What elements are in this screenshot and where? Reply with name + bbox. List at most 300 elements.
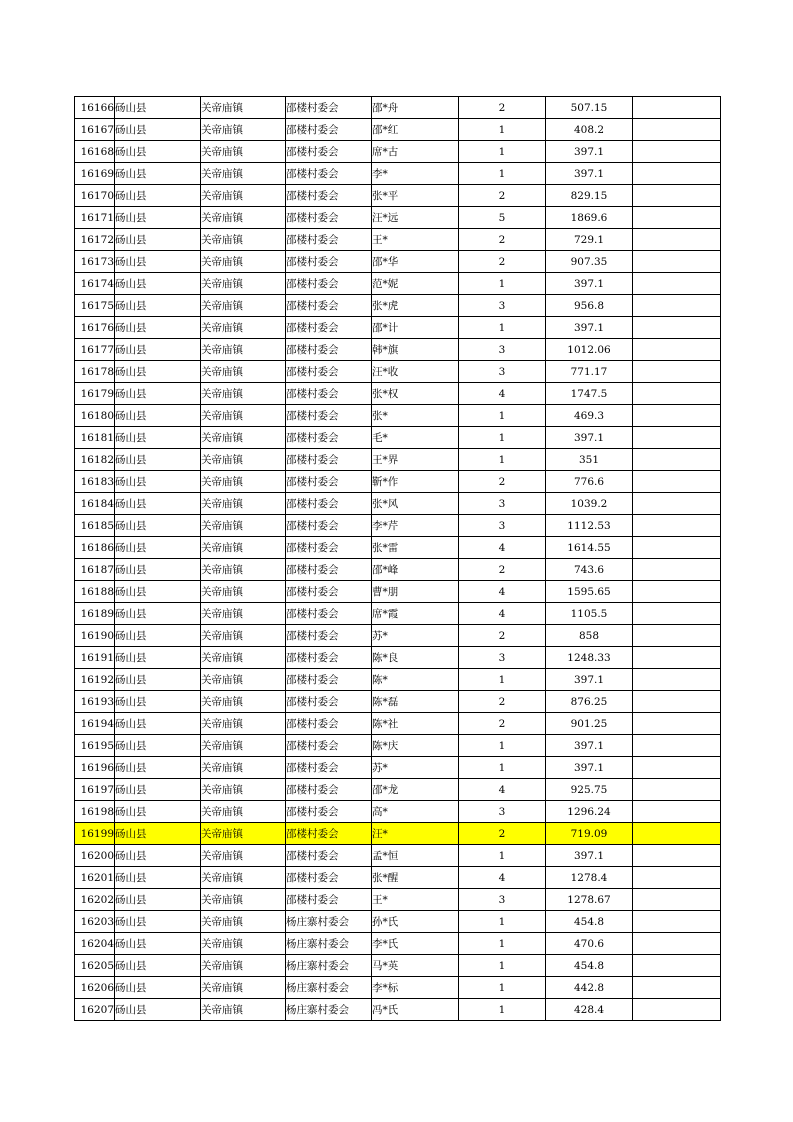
county-cell: 砀山县 [115,383,201,405]
town-cell: 关帝庙镇 [201,317,286,339]
town-cell: 关帝庙镇 [201,141,286,163]
amount-cell: 351 [546,449,633,471]
town-cell: 关帝庙镇 [201,779,286,801]
note-cell [633,955,721,977]
county-cell: 砀山县 [115,537,201,559]
amount-cell: 776.6 [546,471,633,493]
count-cell: 1 [459,735,546,757]
county-cell: 砀山县 [115,207,201,229]
county-cell: 砀山县 [115,933,201,955]
amount-cell: 454.8 [546,911,633,933]
town-cell: 关帝庙镇 [201,273,286,295]
table-row [75,867,721,889]
row-id-cell: 16173 [75,251,115,273]
table-row [75,845,721,867]
note-cell [633,427,721,449]
table-row [75,427,721,449]
row-id-cell: 16203 [75,911,115,933]
table-row [75,207,721,229]
table-row [75,317,721,339]
village-cell: 邵楼村委会 [286,889,372,911]
village-cell: 邵楼村委会 [286,185,372,207]
note-cell [633,933,721,955]
county-cell: 砀山县 [115,713,201,735]
name-cell: 邵*红 [372,119,459,141]
row-id-cell: 16179 [75,383,115,405]
amount-cell: 507.15 [546,97,633,119]
county-cell: 砀山县 [115,911,201,933]
county-cell: 砀山县 [115,779,201,801]
county-cell: 砀山县 [115,581,201,603]
county-cell: 砀山县 [115,273,201,295]
town-cell: 关帝庙镇 [201,361,286,383]
village-cell: 邵楼村委会 [286,383,372,405]
county-cell: 砀山县 [115,691,201,713]
town-cell: 关帝庙镇 [201,185,286,207]
table-row [75,757,721,779]
table-row [75,185,721,207]
amount-cell: 829.15 [546,185,633,207]
count-cell: 2 [459,691,546,713]
row-id-cell: 16201 [75,867,115,889]
town-cell: 关帝庙镇 [201,229,286,251]
note-cell [633,493,721,515]
note-cell [633,779,721,801]
table-row [75,779,721,801]
name-cell: 张*虎 [372,295,459,317]
row-id-cell: 16191 [75,647,115,669]
table-row [75,163,721,185]
county-cell: 砀山县 [115,361,201,383]
count-cell: 3 [459,493,546,515]
name-cell: 韩*旗 [372,339,459,361]
town-cell: 关帝庙镇 [201,471,286,493]
amount-cell: 729.1 [546,229,633,251]
village-cell: 杨庄寨村委会 [286,999,372,1021]
name-cell: 陈*庆 [372,735,459,757]
amount-cell: 907.35 [546,251,633,273]
note-cell [633,97,721,119]
count-cell: 4 [459,867,546,889]
name-cell: 马*英 [372,955,459,977]
note-cell [633,361,721,383]
row-id-cell: 16199 [75,823,115,845]
village-cell: 邵楼村委会 [286,229,372,251]
row-id-cell: 16193 [75,691,115,713]
name-cell: 陈*磊 [372,691,459,713]
row-id-cell: 16174 [75,273,115,295]
row-id-cell: 16196 [75,757,115,779]
town-cell: 关帝庙镇 [201,757,286,779]
town-cell: 关帝庙镇 [201,647,286,669]
name-cell: 张*风 [372,493,459,515]
count-cell: 1 [459,449,546,471]
row-id-cell: 16190 [75,625,115,647]
row-id-cell: 16194 [75,713,115,735]
county-cell: 砀山县 [115,493,201,515]
note-cell [633,889,721,911]
table-row [75,229,721,251]
name-cell: 汪*收 [372,361,459,383]
village-cell: 杨庄寨村委会 [286,977,372,999]
village-cell: 邵楼村委会 [286,669,372,691]
amount-cell: 442.8 [546,977,633,999]
name-cell: 苏* [372,625,459,647]
town-cell: 关帝庙镇 [201,603,286,625]
village-cell: 邵楼村委会 [286,405,372,427]
count-cell: 3 [459,515,546,537]
count-cell: 4 [459,383,546,405]
village-cell: 邵楼村委会 [286,295,372,317]
count-cell: 2 [459,625,546,647]
name-cell: 陈*社 [372,713,459,735]
row-id-cell: 16186 [75,537,115,559]
name-cell: 陈*良 [372,647,459,669]
count-cell: 5 [459,207,546,229]
town-cell: 关帝庙镇 [201,713,286,735]
amount-cell: 1614.55 [546,537,633,559]
table-row [75,823,721,845]
table-row [75,405,721,427]
table-row [75,603,721,625]
county-cell: 砀山县 [115,823,201,845]
county-cell: 砀山县 [115,317,201,339]
village-cell: 邵楼村委会 [286,427,372,449]
county-cell: 砀山县 [115,603,201,625]
count-cell: 1 [459,317,546,339]
county-cell: 砀山县 [115,295,201,317]
note-cell [633,163,721,185]
village-cell: 邵楼村委会 [286,559,372,581]
town-cell: 关帝庙镇 [201,889,286,911]
table-row [75,515,721,537]
row-id-cell: 16197 [75,779,115,801]
name-cell: 邵*峰 [372,559,459,581]
name-cell: 王* [372,889,459,911]
table-row [75,493,721,515]
note-cell [633,647,721,669]
amount-cell: 397.1 [546,669,633,691]
count-cell: 1 [459,933,546,955]
town-cell: 关帝庙镇 [201,119,286,141]
name-cell: 王* [372,229,459,251]
name-cell: 汪* [372,823,459,845]
note-cell [633,273,721,295]
town-cell: 关帝庙镇 [201,911,286,933]
amount-cell: 408.2 [546,119,633,141]
county-cell: 砀山县 [115,405,201,427]
county-cell: 砀山县 [115,471,201,493]
name-cell: 张*醒 [372,867,459,889]
note-cell [633,691,721,713]
name-cell: 李* [372,163,459,185]
amount-cell: 771.17 [546,361,633,383]
table-row [75,713,721,735]
village-cell: 邵楼村委会 [286,735,372,757]
note-cell [633,141,721,163]
note-cell [633,735,721,757]
village-cell: 邵楼村委会 [286,163,372,185]
name-cell: 邵*舟 [372,97,459,119]
county-cell: 砀山县 [115,735,201,757]
amount-cell: 901.25 [546,713,633,735]
amount-cell: 397.1 [546,845,633,867]
village-cell: 邵楼村委会 [286,361,372,383]
county-cell: 砀山县 [115,999,201,1021]
village-cell: 邵楼村委会 [286,845,372,867]
amount-cell: 397.1 [546,317,633,339]
town-cell: 关帝庙镇 [201,163,286,185]
amount-cell: 1248.33 [546,647,633,669]
amount-cell: 1296.24 [546,801,633,823]
amount-cell: 397.1 [546,735,633,757]
county-cell: 砀山县 [115,625,201,647]
county-cell: 砀山县 [115,251,201,273]
name-cell: 李*氏 [372,933,459,955]
village-cell: 邵楼村委会 [286,339,372,361]
count-cell: 1 [459,669,546,691]
row-id-cell: 16207 [75,999,115,1021]
county-cell: 砀山县 [115,185,201,207]
note-cell [633,185,721,207]
note-cell [633,405,721,427]
village-cell: 邵楼村委会 [286,779,372,801]
village-cell: 邵楼村委会 [286,251,372,273]
count-cell: 3 [459,361,546,383]
note-cell [633,757,721,779]
village-cell: 邵楼村委会 [286,449,372,471]
table-row [75,955,721,977]
town-cell: 关帝庙镇 [201,405,286,427]
table-row [75,889,721,911]
table-row [75,449,721,471]
town-cell: 关帝庙镇 [201,427,286,449]
name-cell: 陈* [372,669,459,691]
town-cell: 关帝庙镇 [201,515,286,537]
count-cell: 1 [459,119,546,141]
village-cell: 邵楼村委会 [286,801,372,823]
town-cell: 关帝庙镇 [201,339,286,361]
note-cell [633,295,721,317]
count-cell: 1 [459,141,546,163]
town-cell: 关帝庙镇 [201,955,286,977]
note-cell [633,625,721,647]
amount-cell: 925.75 [546,779,633,801]
name-cell: 孙*氏 [372,911,459,933]
amount-cell: 1278.67 [546,889,633,911]
county-cell: 砀山县 [115,647,201,669]
amount-cell: 743.6 [546,559,633,581]
row-id-cell: 16188 [75,581,115,603]
town-cell: 关帝庙镇 [201,295,286,317]
note-cell [633,977,721,999]
name-cell: 苏* [372,757,459,779]
county-cell: 砀山县 [115,845,201,867]
count-cell: 4 [459,537,546,559]
row-id-cell: 16206 [75,977,115,999]
note-cell [633,251,721,273]
village-cell: 邵楼村委会 [286,515,372,537]
count-cell: 2 [459,229,546,251]
note-cell [633,383,721,405]
town-cell: 关帝庙镇 [201,867,286,889]
amount-cell: 1112.53 [546,515,633,537]
village-cell: 邵楼村委会 [286,317,372,339]
county-cell: 砀山县 [115,559,201,581]
row-id-cell: 16169 [75,163,115,185]
row-id-cell: 16175 [75,295,115,317]
note-cell [633,207,721,229]
town-cell: 关帝庙镇 [201,493,286,515]
count-cell: 1 [459,405,546,427]
village-cell: 杨庄寨村委会 [286,955,372,977]
note-cell [633,471,721,493]
amount-cell: 876.25 [546,691,633,713]
table-row [75,383,721,405]
amount-cell: 397.1 [546,163,633,185]
count-cell: 2 [459,471,546,493]
table-row [75,361,721,383]
table-row [75,273,721,295]
table-row [75,911,721,933]
village-cell: 邵楼村委会 [286,537,372,559]
note-cell [633,449,721,471]
count-cell: 2 [459,713,546,735]
note-cell [633,823,721,845]
row-id-cell: 16202 [75,889,115,911]
amount-cell: 1012.06 [546,339,633,361]
count-cell: 2 [459,185,546,207]
amount-cell: 1039.2 [546,493,633,515]
note-cell [633,867,721,889]
village-cell: 邵楼村委会 [286,823,372,845]
table-row [75,559,721,581]
note-cell [633,669,721,691]
count-cell: 1 [459,845,546,867]
county-cell: 砀山县 [115,867,201,889]
name-cell: 王*界 [372,449,459,471]
town-cell: 关帝庙镇 [201,845,286,867]
town-cell: 关帝庙镇 [201,999,286,1021]
note-cell [633,845,721,867]
row-id-cell: 16182 [75,449,115,471]
count-cell: 4 [459,603,546,625]
amount-cell: 469.3 [546,405,633,427]
table-row [75,691,721,713]
county-cell: 砀山县 [115,977,201,999]
count-cell: 2 [459,823,546,845]
amount-cell: 1869.6 [546,207,633,229]
name-cell: 张*平 [372,185,459,207]
county-cell: 砀山县 [115,669,201,691]
note-cell [633,515,721,537]
name-cell: 冯*氏 [372,999,459,1021]
amount-cell: 397.1 [546,141,633,163]
town-cell: 关帝庙镇 [201,691,286,713]
count-cell: 4 [459,581,546,603]
table-row [75,537,721,559]
count-cell: 3 [459,801,546,823]
count-cell: 1 [459,427,546,449]
name-cell: 李*芹 [372,515,459,537]
table-row [75,251,721,273]
note-cell [633,713,721,735]
row-id-cell: 16187 [75,559,115,581]
note-cell [633,229,721,251]
village-cell: 邵楼村委会 [286,647,372,669]
amount-cell: 956.8 [546,295,633,317]
count-cell: 3 [459,889,546,911]
row-id-cell: 16168 [75,141,115,163]
count-cell: 1 [459,273,546,295]
table-row [75,295,721,317]
amount-cell: 719.09 [546,823,633,845]
table-row [75,735,721,757]
table-row [75,581,721,603]
row-id-cell: 16180 [75,405,115,427]
village-cell: 杨庄寨村委会 [286,911,372,933]
county-cell: 砀山县 [115,801,201,823]
name-cell: 李*标 [372,977,459,999]
name-cell: 范*妮 [372,273,459,295]
town-cell: 关帝庙镇 [201,735,286,757]
row-id-cell: 16200 [75,845,115,867]
row-id-cell: 16204 [75,933,115,955]
table-body [75,97,721,1021]
row-id-cell: 16177 [75,339,115,361]
village-cell: 邵楼村委会 [286,141,372,163]
name-cell: 席*霞 [372,603,459,625]
village-cell: 邵楼村委会 [286,603,372,625]
amount-cell: 858 [546,625,633,647]
count-cell: 3 [459,647,546,669]
county-cell: 砀山县 [115,427,201,449]
town-cell: 关帝庙镇 [201,97,286,119]
name-cell: 高* [372,801,459,823]
table-row [75,999,721,1021]
count-cell: 3 [459,339,546,361]
name-cell: 汪*远 [372,207,459,229]
name-cell: 孟*恒 [372,845,459,867]
table-row [75,141,721,163]
table-row [75,339,721,361]
town-cell: 关帝庙镇 [201,251,286,273]
name-cell: 曹*朋 [372,581,459,603]
village-cell: 邵楼村委会 [286,471,372,493]
county-cell: 砀山县 [115,449,201,471]
table-row [75,647,721,669]
county-cell: 砀山县 [115,229,201,251]
row-id-cell: 16167 [75,119,115,141]
row-id-cell: 16192 [75,669,115,691]
town-cell: 关帝庙镇 [201,559,286,581]
row-id-cell: 16205 [75,955,115,977]
table-row [75,933,721,955]
town-cell: 关帝庙镇 [201,933,286,955]
count-cell: 1 [459,977,546,999]
town-cell: 关帝庙镇 [201,207,286,229]
count-cell: 2 [459,97,546,119]
count-cell: 2 [459,251,546,273]
count-cell: 4 [459,779,546,801]
name-cell: 张*雷 [372,537,459,559]
row-id-cell: 16189 [75,603,115,625]
village-cell: 邵楼村委会 [286,581,372,603]
amount-cell: 1105.5 [546,603,633,625]
village-cell: 邵楼村委会 [286,273,372,295]
county-cell: 砀山县 [115,97,201,119]
town-cell: 关帝庙镇 [201,669,286,691]
